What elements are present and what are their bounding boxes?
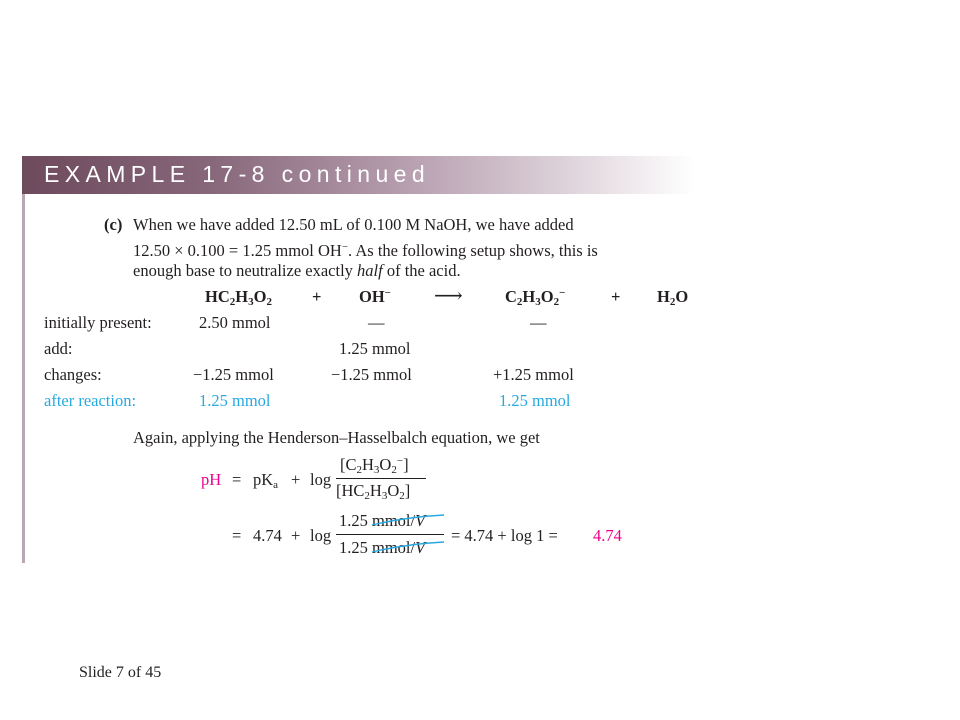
equals-1: =	[232, 470, 242, 489]
part-label: (c)	[104, 215, 123, 234]
fraction-1-numerator: $[C_2H_3O_2^-]$	[340, 455, 409, 476]
fraction-1-denominator: $[HC_2H_3O_2]$	[336, 481, 411, 502]
plus-1: +	[291, 470, 301, 489]
intro-line-3-b: of the acid.	[382, 261, 461, 280]
plus-2: +	[291, 526, 301, 545]
log-2: log	[310, 526, 332, 545]
reactant-hydroxide: OH−	[359, 287, 391, 306]
reactant-acetic-acid: HC2H3O2	[205, 287, 272, 308]
intro-line-3	[133, 259, 461, 282]
hh-rest: = 4.74 + log 1 =	[451, 526, 558, 545]
row-label-changes: changes:	[44, 365, 102, 384]
intro-line-2-end: . As the following setup shows, this is	[348, 241, 598, 260]
fraction-2-denominator: 1.25 mmol/V	[339, 538, 426, 557]
cell-after-product: 1.25 mmol	[499, 391, 571, 410]
intro-line-2-text: 12.50 × 0.100 = 1.25 mmol OH	[133, 241, 342, 260]
row-label-initial: initially present:	[44, 313, 152, 332]
fraction-2-numerator: 1.25 mmol/V	[339, 511, 426, 530]
pka-value: 4.74	[253, 526, 282, 545]
cell-after-acid: 1.25 mmol	[199, 391, 271, 410]
ph-label: pH	[201, 470, 222, 489]
row-label-after: after reaction:	[44, 391, 137, 410]
example-title: EXAMPLE 17-8 continued	[44, 161, 431, 187]
log-1: log	[310, 470, 332, 489]
plus-sign-2: +	[611, 287, 621, 306]
cell-change-product: +1.25 mmol	[493, 365, 574, 384]
plus-sign-1: +	[312, 287, 322, 306]
cell-change-acid: −1.25 mmol	[193, 365, 274, 384]
pka-term	[253, 470, 278, 491]
intro-line-3-a: enough base to neutralize exactly	[133, 261, 358, 280]
pka-text: pK	[253, 470, 274, 489]
cell-change-base: −1.25 mmol	[331, 365, 412, 384]
cancel-strokes	[370, 511, 450, 559]
intro-line-1: When we have added 12.50 mL of 0.100 M NaOH, we have added	[133, 215, 574, 234]
reaction-arrow: ⟶	[434, 285, 463, 307]
cell-initial-base: —	[368, 313, 385, 332]
ph-result: 4.74	[593, 526, 622, 545]
hh-intro: Again, applying the Henderson–Hasselbalch equation, we get	[133, 428, 540, 447]
equals-2: =	[232, 526, 242, 545]
product-water: H2O	[657, 287, 689, 308]
cell-initial-acid: 2.50 mmol	[199, 313, 271, 332]
cell-add-base: 1.25 mmol	[339, 339, 411, 358]
slide-number: Slide 7 of 45	[79, 664, 162, 681]
side-rule	[22, 194, 25, 563]
pka-subscript: a	[273, 479, 279, 491]
row-label-add: add:	[44, 339, 73, 358]
fraction-1-bar	[336, 478, 426, 479]
cell-initial-product: —	[530, 313, 547, 332]
hydroxide-charge: −	[341, 241, 349, 253]
intro-line-3-emphasis: half	[357, 261, 383, 280]
product-acetate: C2H3O2−	[505, 287, 566, 308]
